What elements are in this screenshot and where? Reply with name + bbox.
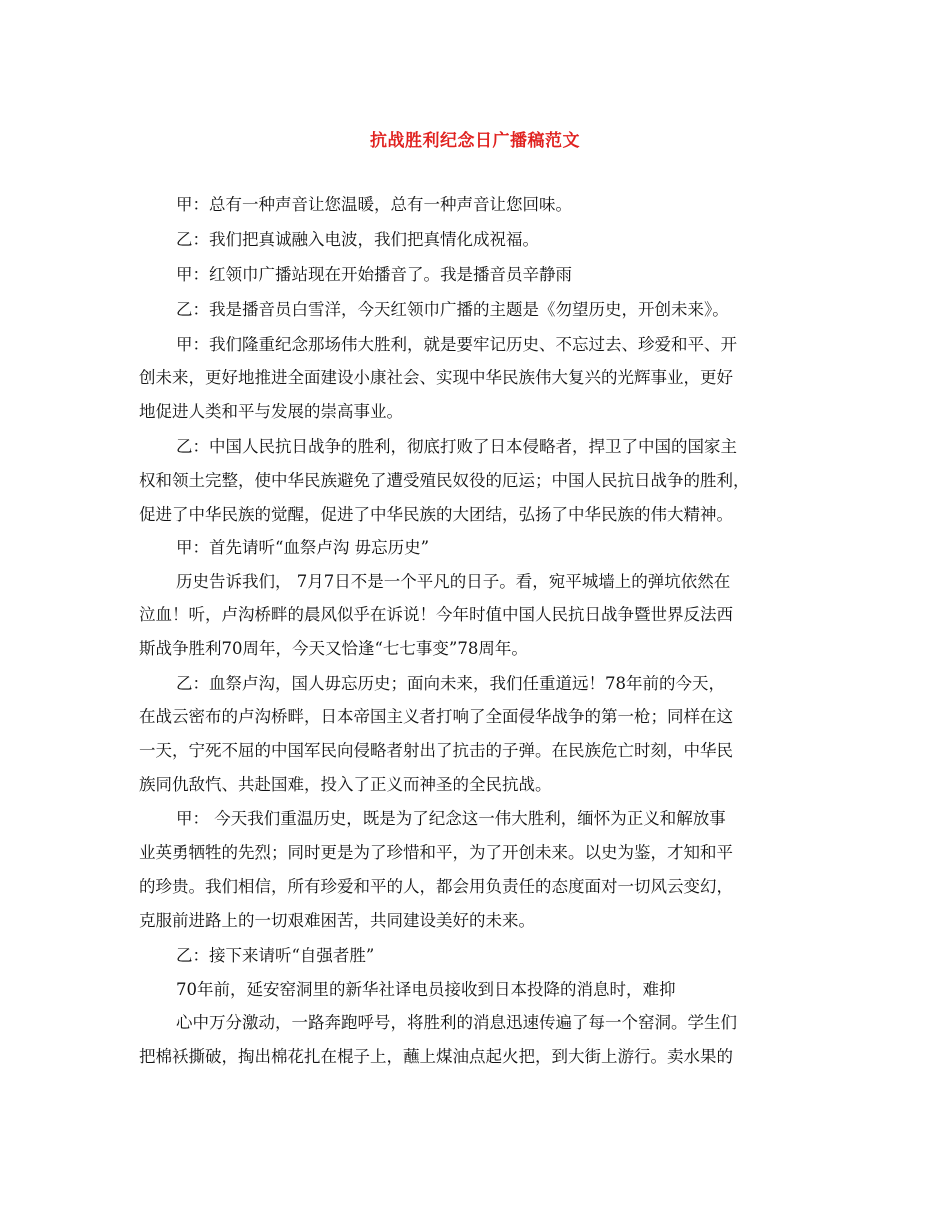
text-line: 创未来，更好地推进全面建设小康社会、实现中华民族伟大复兴的光辉事业，更好 [139, 368, 733, 387]
text-line: 业英勇牺牲的先烈；同时更是为了珍惜和平，为了开创未来。以史为鉴，才知和平 [139, 843, 733, 862]
text-line: 族同仇敌忾、共赴国难，投入了正义而神圣的全民抗战。 [139, 775, 552, 794]
text-line: 乙：中国人民抗日战争的胜利，彻底打败了日本侵略者，捍卫了中国的国家主 [176, 437, 737, 456]
text-line: 70年前，延安窑洞里的新华社译电员接收到日本投降的消息时，难抑 [176, 980, 676, 999]
text-line: 在战云密布的卢沟桥畔，日本帝国主义者打响了全面侵华战争的第一枪；同样在这 [139, 707, 733, 726]
text-line: 一天，宁死不屈的中国军民向侵略者射出了抗击的子弹。在民族危亡时刻，中华民 [139, 741, 733, 760]
text-line: 克服前进路上的一切艰难困苦，共同建设美好的未来。 [139, 911, 535, 930]
text-line: 促进了中华民族的觉醒，促进了中华民族的大团结，弘扬了中华民族的伟大精神。 [139, 505, 733, 524]
text-line: 甲： 今天我们重温历史，既是为了纪念这一伟大胜利，缅怀为正义和解放事 [176, 809, 726, 828]
text-line: 权和领土完整，使中华民族避免了遭受殖民奴役的厄运；中国人民抗日战争的胜利， [139, 471, 750, 490]
document-title: 抗战胜利纪念日广播稿范文 [370, 131, 580, 151]
text-line: 甲：首先请听“血祭卢沟 毋忘历史” [176, 538, 430, 557]
text-line: 甲：红领巾广播站现在开始播音了。我是播音员辛静雨 [176, 265, 572, 284]
text-line: 乙：接下来请听“自强者胜” [176, 946, 375, 965]
text-line: 乙：我是播音员白雪洋，今天红领巾广播的主题是《勿望历史，开创未来》。 [176, 300, 729, 319]
text-line: 甲：我们隆重纪念那场伟大胜利，就是要牢记历史、不忘过去、珍爱和平、开 [176, 335, 737, 354]
text-line: 乙：血祭卢沟，国人毋忘历史；面向未来，我们任重道远！78年前的今天， [176, 674, 725, 693]
text-line: 斯战争胜利70周年，今天又恰逢“七七事变”78周年。 [139, 639, 528, 658]
text-line: 的珍贵。我们相信，所有珍爱和平的人，都会用负责任的态度面对一切风云变幻， [139, 877, 733, 896]
text-line: 泣血！听，卢沟桥畔的晨风似乎在诉说！今年时值中国人民抗日战争暨世界反法西 [139, 605, 733, 624]
text-line: 心中万分激动，一路奔跑呼号，将胜利的消息迅速传遍了每一个窑洞。学生们 [176, 1013, 737, 1032]
text-line: 地促进人类和平与发展的崇高事业。 [139, 402, 403, 421]
text-line: 甲：总有一种声音让您温暖，总有一种声音让您回味。 [176, 195, 572, 214]
text-line: 历史告诉我们， 7月7日不是一个平凡的日子。看，宛平城墙上的弹坑依然在 [176, 572, 731, 591]
text-line: 把棉袄撕破，掏出棉花扎在棍子上，蘸上煤油点起火把，到大街上游行。卖水果的 [139, 1047, 733, 1066]
text-line: 乙：我们把真诚融入电波，我们把真情化成祝福。 [176, 230, 539, 249]
